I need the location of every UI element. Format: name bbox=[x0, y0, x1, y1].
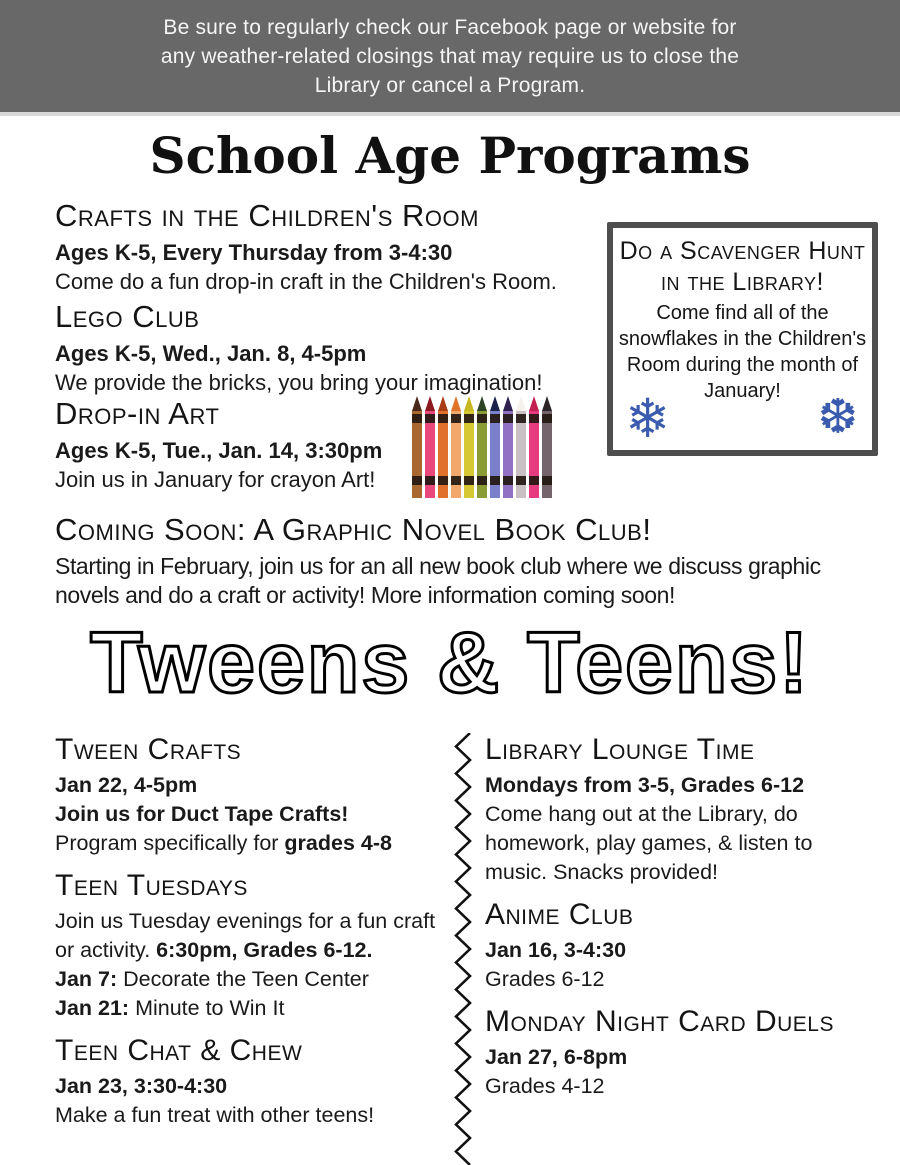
crayon-icon bbox=[477, 396, 487, 498]
program-line bbox=[485, 771, 880, 800]
program-line-text: Grades 4-12 bbox=[485, 1074, 605, 1098]
program-line bbox=[55, 267, 615, 296]
crayons-illustration bbox=[412, 396, 552, 498]
scavenger-body-line: January! bbox=[704, 380, 781, 402]
program-title: Tween Crafts bbox=[55, 733, 242, 766]
program-line-text: 6:30pm, Grades 6-12. bbox=[156, 938, 373, 962]
crayon-icon bbox=[412, 396, 422, 498]
program-line-text: Grades 6-12 bbox=[485, 967, 605, 991]
scavenger-title-line: in the Library! bbox=[661, 268, 824, 296]
program-section bbox=[55, 300, 615, 397]
program-section bbox=[55, 869, 457, 1023]
program-section bbox=[55, 1034, 457, 1130]
tweens-left-column bbox=[55, 733, 457, 1141]
program-line-text: Join us Tuesday evenings for a fun craft bbox=[55, 909, 436, 933]
program-line bbox=[55, 907, 457, 936]
tweens-teens-title: Tweens & Teens! bbox=[90, 615, 810, 711]
scavenger-title-line: Do a Scavenger Hunt bbox=[619, 237, 866, 265]
banner-text-line: Library or cancel a Program. bbox=[314, 73, 586, 97]
program-line-text: or activity. bbox=[55, 938, 157, 962]
coming-soon-line: novels and do a craft or activity! More information coming soon! bbox=[55, 582, 675, 608]
program-line-text: Jan 21: bbox=[55, 996, 130, 1020]
program-line bbox=[55, 800, 457, 829]
program-title: Crafts in the Children's Room bbox=[55, 198, 479, 233]
program-line bbox=[55, 238, 615, 267]
snowflake-icon: ❆ bbox=[817, 391, 858, 444]
program-line bbox=[55, 994, 457, 1023]
scavenger-hunt-box bbox=[607, 222, 878, 456]
program-line bbox=[55, 368, 615, 397]
program-line-text: Join us for Duct Tape Crafts! bbox=[55, 802, 349, 826]
tweens-right-column bbox=[485, 733, 880, 1112]
crayon-icon bbox=[529, 396, 539, 498]
crayon-icon bbox=[542, 396, 552, 498]
coming-soon-section bbox=[55, 513, 885, 610]
program-line bbox=[485, 936, 880, 965]
program-line bbox=[485, 829, 880, 858]
program-line-text: Mondays from 3-5, Grades 6-12 bbox=[485, 773, 805, 797]
program-section bbox=[485, 1005, 880, 1101]
crayon-icon bbox=[451, 396, 461, 498]
program-section bbox=[485, 898, 880, 994]
program-line-text: Join us in January for crayon Art! bbox=[55, 467, 376, 492]
program-line-text: Ages K-5, Wed., Jan. 8, 4-5pm bbox=[55, 341, 367, 366]
program-section bbox=[55, 199, 615, 296]
program-line bbox=[55, 965, 457, 994]
program-line bbox=[485, 800, 880, 829]
crayon-icon bbox=[438, 396, 448, 498]
program-line-text: Decorate the Teen Center bbox=[117, 967, 369, 991]
weather-notice-banner bbox=[0, 0, 900, 116]
crayon-icon bbox=[490, 396, 500, 498]
program-title: Library Lounge Time bbox=[485, 733, 755, 766]
program-line-text: Jan 16, 3-4:30 bbox=[485, 938, 627, 962]
crayon-icon bbox=[503, 396, 513, 498]
scavenger-body-line: Room during the month of bbox=[626, 354, 859, 376]
program-line-text: Come hang out at the Library, do bbox=[485, 802, 798, 826]
coming-soon-title: Coming Soon: A Graphic Novel Book Club! bbox=[55, 512, 652, 547]
snowflake-icon: ❄ bbox=[625, 389, 671, 449]
program-title: Teen Tuesdays bbox=[55, 869, 248, 902]
program-line-text: Minute to Win It bbox=[129, 996, 285, 1020]
banner-text-line: any weather-related closings that may require us to close the bbox=[160, 44, 740, 68]
program-title: Monday Night Card Duels bbox=[485, 1005, 834, 1038]
program-line-text: homework, play games, & listen to bbox=[485, 831, 813, 855]
program-line-text: Make a fun treat with other teens! bbox=[55, 1103, 375, 1127]
page-title: School Age Programs bbox=[149, 126, 751, 185]
program-line-text: Ages K-5, Every Thursday from 3-4:30 bbox=[55, 240, 453, 265]
program-line-text: Ages K-5, Tue., Jan. 14, 3:30pm bbox=[55, 438, 383, 463]
coming-soon-line: Starting in February, join us for an all new book club where we discuss graphic bbox=[55, 553, 821, 579]
program-title: Drop-in Art bbox=[55, 396, 220, 431]
zigzag-divider bbox=[452, 733, 474, 1165]
program-line-text: Jan 27, 6-8pm bbox=[485, 1045, 628, 1069]
program-line-text: Jan 22, 4-5pm bbox=[55, 773, 198, 797]
program-line bbox=[55, 771, 457, 800]
program-line bbox=[55, 829, 457, 858]
crayon-icon bbox=[425, 396, 435, 498]
program-line bbox=[55, 1072, 457, 1101]
program-line bbox=[485, 858, 880, 887]
program-line bbox=[55, 936, 457, 965]
banner-text-line: Be sure to regularly check our Facebook page or website for bbox=[163, 15, 737, 39]
program-title: Teen Chat & Chew bbox=[55, 1034, 303, 1067]
program-line-text: Come do a fun drop-in craft in the Children's Room. bbox=[55, 269, 557, 294]
program-line-text: Jan 23, 3:30-4:30 bbox=[55, 1074, 228, 1098]
program-line bbox=[485, 1072, 880, 1101]
tweens-teens-columns bbox=[55, 733, 880, 1165]
program-title: Lego Club bbox=[55, 299, 200, 334]
program-line-text: We provide the bricks, you bring your imagination! bbox=[55, 370, 543, 395]
program-line bbox=[485, 965, 880, 994]
scavenger-body-line: snowflakes in the Children's bbox=[618, 328, 867, 350]
program-line-text: grades 4-8 bbox=[284, 831, 392, 855]
program-line bbox=[485, 1043, 880, 1072]
program-line bbox=[55, 339, 615, 368]
crayon-icon bbox=[464, 396, 474, 498]
crayon-icon bbox=[516, 396, 526, 498]
program-section bbox=[55, 733, 457, 858]
program-line-text: Jan 7: bbox=[55, 967, 118, 991]
scavenger-title bbox=[613, 236, 872, 298]
program-section bbox=[485, 733, 880, 887]
program-title: Anime Club bbox=[485, 898, 634, 931]
program-line-text: Program specifically for bbox=[55, 831, 285, 855]
program-line bbox=[55, 1101, 457, 1130]
scavenger-body-line: Come find all of the bbox=[656, 302, 829, 324]
program-line-text: music. Snacks provided! bbox=[485, 860, 719, 884]
